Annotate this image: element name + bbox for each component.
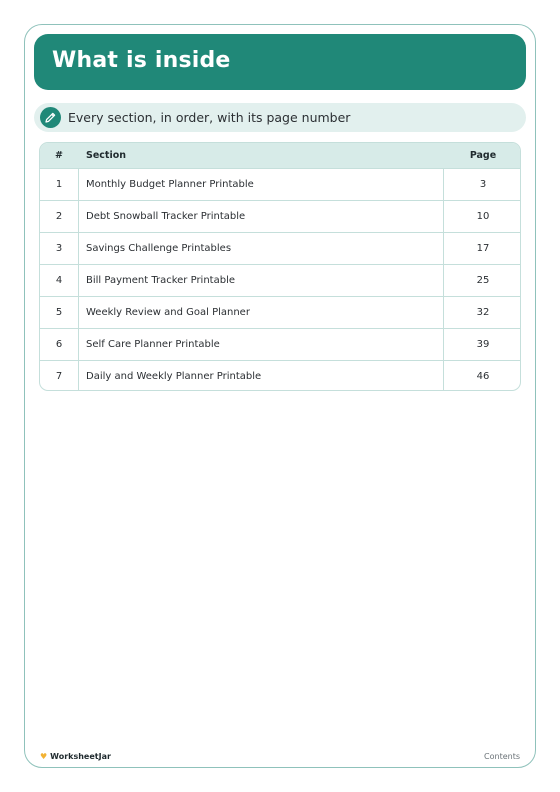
row-page: 32	[476, 307, 490, 318]
table-row	[40, 200, 520, 232]
row-section: Daily and Weekly Planner Printable	[86, 371, 262, 382]
row-page: 3	[479, 179, 487, 190]
row-section: Savings Challenge Printables	[86, 243, 232, 254]
contents-table	[39, 142, 521, 391]
row-section: Weekly Review and Goal Planner	[86, 307, 250, 318]
column-header-section: Section	[86, 150, 127, 161]
row-number: 1	[55, 179, 63, 190]
row-page: 46	[476, 371, 490, 382]
table-row	[40, 296, 520, 328]
row-number: 7	[55, 371, 63, 382]
pencil-icon	[40, 107, 61, 128]
row-page: 10	[476, 211, 490, 222]
page-title: What is inside	[52, 48, 231, 73]
footer-label: Contents	[484, 752, 520, 761]
row-number: 3	[55, 243, 63, 254]
brand-name: WorksheetJar	[50, 752, 111, 761]
subtitle-text: Every section, in order, with its page number	[68, 110, 351, 125]
row-page: 25	[476, 275, 490, 286]
table-row	[40, 360, 520, 391]
row-number: 2	[55, 211, 63, 222]
row-number: 6	[55, 339, 63, 350]
table-header	[40, 143, 520, 168]
header-banner	[34, 34, 526, 90]
column-divider	[78, 168, 79, 390]
table-row	[40, 168, 520, 200]
row-section: Bill Payment Tracker Printable	[86, 275, 235, 286]
column-divider	[443, 168, 444, 390]
table-row	[40, 328, 520, 360]
row-section: Monthly Budget Planner Printable	[86, 179, 254, 190]
row-page: 39	[476, 339, 490, 350]
footer-brand	[40, 752, 111, 761]
subtitle-bar	[34, 103, 526, 132]
row-page: 17	[476, 243, 490, 254]
table-row	[40, 232, 520, 264]
row-number: 4	[55, 275, 63, 286]
page-frame	[24, 24, 536, 768]
column-header-number: #	[55, 150, 63, 161]
row-number: 5	[55, 307, 63, 318]
column-header-page: Page	[469, 150, 497, 161]
heart-icon: ♥	[40, 752, 48, 761]
table-row	[40, 264, 520, 296]
row-section: Debt Snowball Tracker Printable	[86, 211, 246, 222]
row-section: Self Care Planner Printable	[86, 339, 220, 350]
